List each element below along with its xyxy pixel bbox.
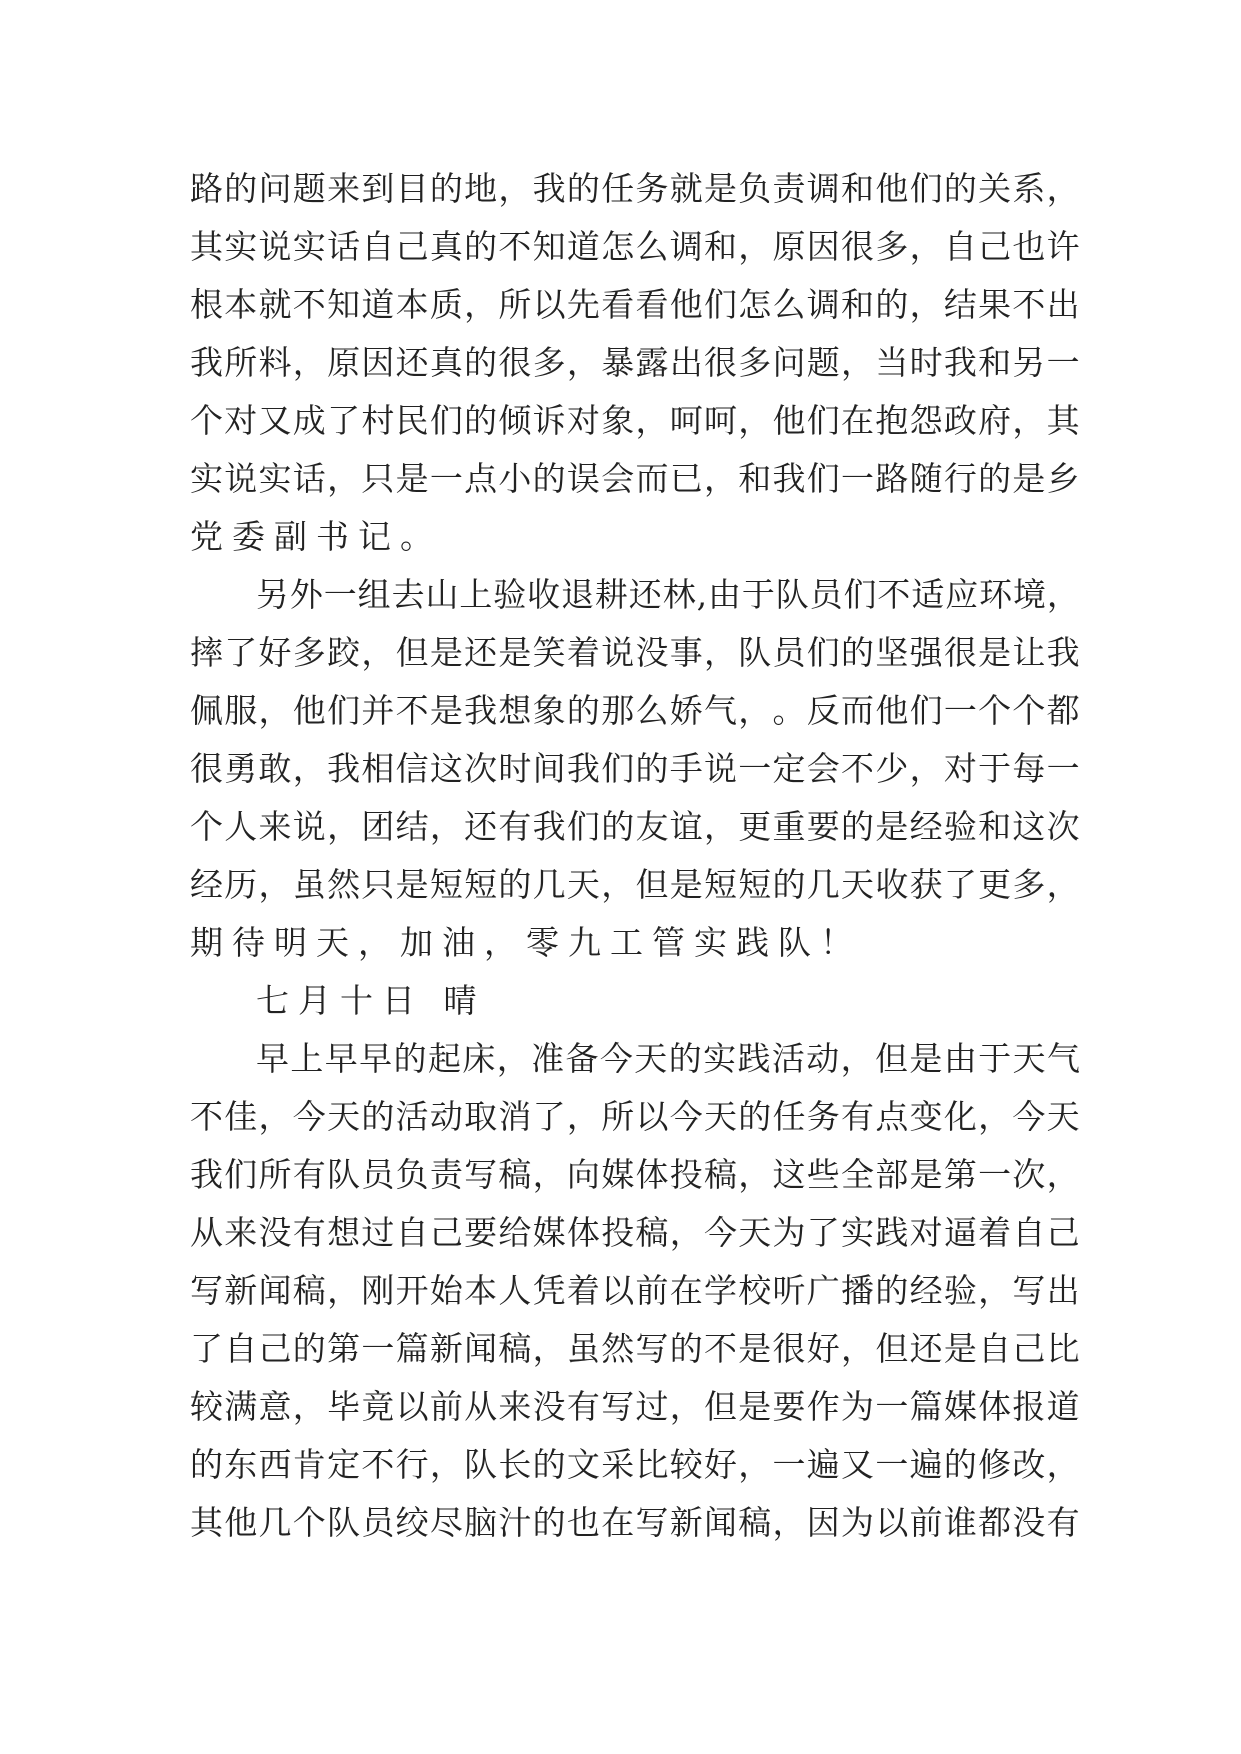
text-line: 的 东 西 肯 定 不 行 ， 队 长 的 文 采 比 较 好 ， 一 遍 又 一 遍 的 修 改 ， <box>190 1445 1080 1484</box>
text-line: 根 本 就 不 知 道 本 质 ， 所 以 先 看 看 他 们 怎 么 调 和 的 ， 结 果 不 出 <box>190 285 1080 324</box>
text-line: 个 对 又 成 了 村 民 们 的 倾 诉 对 象 ， 呵 呵 ， 他 们 在 抱 怨 政 府 ， 其 <box>190 401 1080 440</box>
text-line: 写 新 闻 稿 ， 刚 开 始 本 人 凭 着 以 前 在 学 校 听 广 播 的 经 验 ， 写 出 <box>190 1271 1080 1310</box>
text-line: 早 上 早 早 的 起 床 ， 准 备 今 天 的 实 践 活 动 ， 但 是 由 于 天 气 <box>256 1039 1080 1078</box>
text-line: 我 们 所 有 队 员 负 责 写 稿 ， 向 媒 体 投 稿 ， 这 些 全 部 是 第 一 次 ， <box>190 1155 1080 1194</box>
text-line: 较 满 意 ， 毕 竟 以 前 从 来 没 有 写 过 ， 但 是 要 作 为 一 篇 媒 体 报 道 <box>190 1387 1080 1426</box>
text-line: 其 实 说 实 话 自 己 真 的 不 知 道 怎 么 调 和 ， 原 因 很 多 ， 自 己 也 许 <box>190 227 1080 266</box>
date-heading: 七月十日 晴 <box>256 981 486 1020</box>
text-line: 路 的 问 题 来 到 目 的 地 ， 我 的 任 务 就 是 负 责 调 和 他 们 的 关 系 ， <box>190 169 1080 208</box>
text-line: 期待明天，加油，零九工管实践队！ <box>190 923 862 962</box>
text-line: 个 人 来 说 ， 团 结 ， 还 有 我 们 的 友 谊 ， 更 重 要 的 是 经 验 和 这 次 <box>190 807 1080 846</box>
text-line: 实 说 实 话 ， 只 是 一 点 小 的 误 会 而 已 ， 和 我 们 一 路 随 行 的 是 乡 <box>190 459 1080 498</box>
text-line: 不 佳 ， 今 天 的 活 动 取 消 了 ， 所 以 今 天 的 任 务 有 点 变 化 ， 今 天 <box>190 1097 1080 1136</box>
text-line: 我 所 料 ， 原 因 还 真 的 很 多 ， 暴 露 出 很 多 问 题 ， 当 时 我 和 另 一 <box>190 343 1080 382</box>
text-line: 了 自 己 的 第 一 篇 新 闻 稿 ， 虽 然 写 的 不 是 很 好 ， 但 还 是 自 己 比 <box>190 1329 1080 1368</box>
text-line: 很 勇 敢 ， 我 相 信 这 次 时 间 我 们 的 手 说 一 定 会 不 少 ， 对 于 每 一 <box>190 749 1080 788</box>
text-line: 经 历 ， 虽 然 只 是 短 短 的 几 天 ， 但 是 短 短 的 几 天 收 获 了 更 多 ， <box>190 865 1080 904</box>
body-text <box>190 160 1080 1552</box>
text-line: 摔 了 好 多 跤 ， 但 是 还 是 笑 着 说 没 事 ， 队 员 们 的 坚 强 很 是 让 我 <box>190 633 1080 672</box>
text-line: 从 来 没 有 想 过 自 己 要 给 媒 体 投 稿 ， 今 天 为 了 实 践 对 逼 着 自 己 <box>190 1213 1080 1252</box>
text-line: 党委副书记。 <box>190 517 442 556</box>
text-line: 另 外 一 组 去 山 上 验 收 退 耕 还 林 , 由 于 队 员 们 不 适 应 环 境 ， <box>256 575 1080 614</box>
text-line: 佩 服 ， 他 们 并 不 是 我 想 象 的 那 么 娇 气 ， 。 反 而 他 们 一 个 个 都 <box>190 691 1080 730</box>
text-line: 其 他 几 个 队 员 绞 尽 脑 汁 的 也 在 写 新 闻 稿 ， 因 为 以 前 谁 都 没 有 <box>190 1503 1080 1542</box>
